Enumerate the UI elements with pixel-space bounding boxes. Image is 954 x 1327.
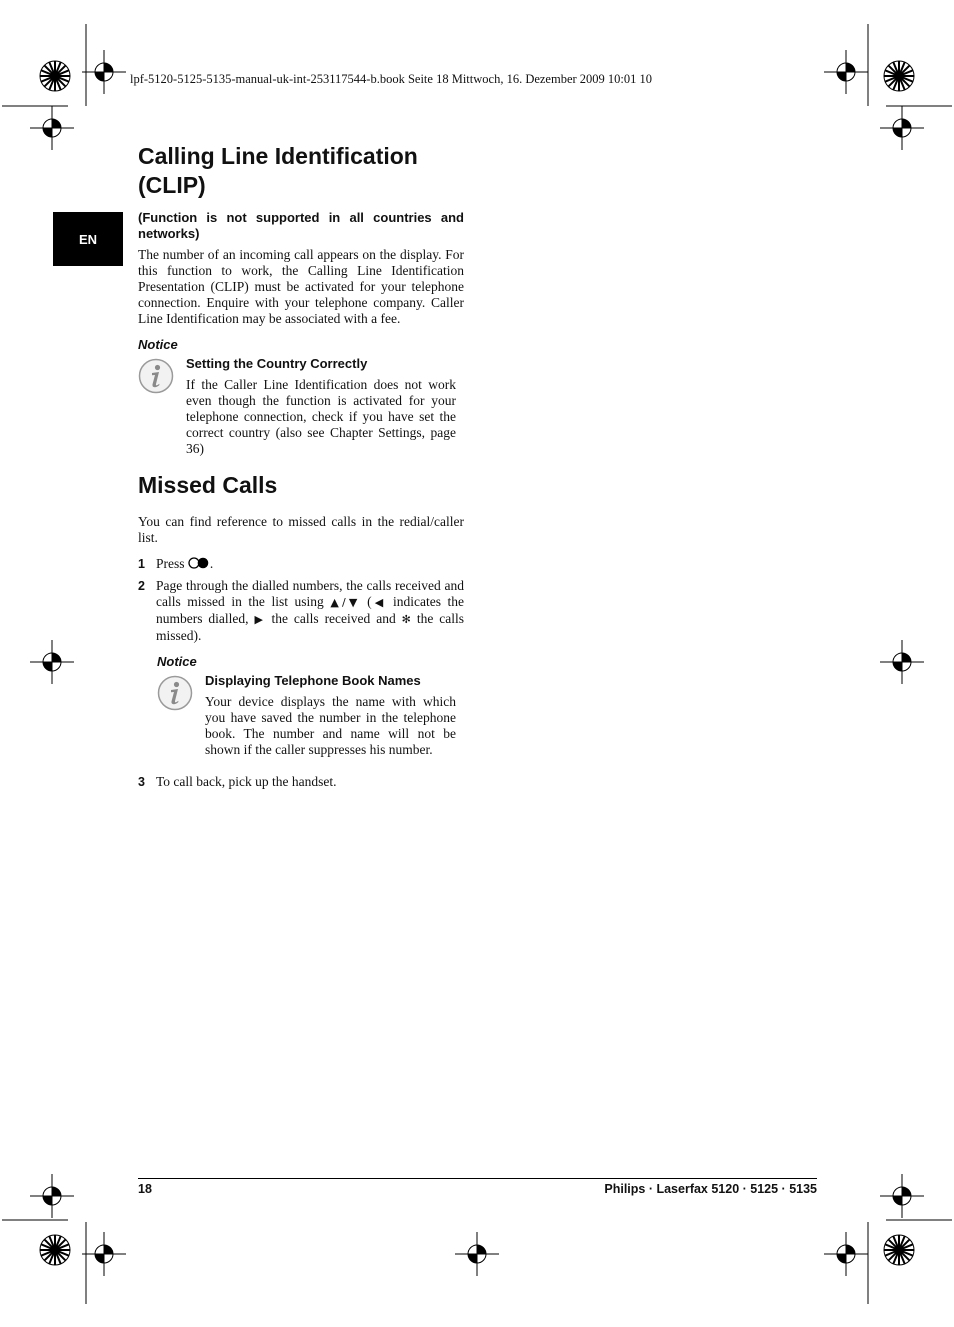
language-tab: EN <box>53 212 123 266</box>
star-icon: ✻ <box>401 613 411 626</box>
clip-description: The number of an incoming call appears on the display. For this function to work, the Calling Line Identification Presentation (CLIP) must be activated for your telephone connection. Enquire with your telephone company. Caller Line Identification may be associated with a fee. <box>138 247 464 326</box>
clip-availability-note: (Function is not supported in all countries and networks) <box>138 210 464 241</box>
info-icon <box>157 673 205 758</box>
notice-title: Setting the Country Correctly <box>186 356 368 371</box>
section-title-missed-calls: Missed Calls <box>138 472 278 498</box>
notice-label: Notice <box>157 654 197 669</box>
info-icon <box>138 356 186 457</box>
step-number: 3 <box>138 775 145 789</box>
footer-divider <box>138 1178 817 1179</box>
notice-body: If the Caller Line Identification does not work even though the function is activated for your telephone connection, check if you have set the correct country (also see Chapter Settings, page 36) <box>186 377 456 456</box>
left-arrow-icon: ◀ <box>371 596 387 609</box>
notice-label: Notice <box>138 337 178 352</box>
notice-title: Displaying Telephone Book Names <box>205 673 421 688</box>
file-header: lpf-5120-5125-5135-manual-uk-int-253117544-b.book Seite 18 Mittwoch, 16. Dezember 2009 10:01 10 <box>130 72 653 86</box>
missed-calls-intro: You can find reference to missed calls in the redial/caller list. <box>138 514 464 545</box>
up-down-arrow-icon: ▲/▼ <box>330 596 361 609</box>
footer-product-title: Philips · Laserfax 5120 · 5125 · 5135 <box>604 1182 817 1196</box>
right-arrow-icon: ▶ <box>254 613 266 626</box>
step-3: 3 To call back, pick up the handset. <box>138 774 337 789</box>
notice-body: Your device displays the name with which you have saved the number in the telephone book. The number and name will not be shown if the caller suppresses his number. <box>205 694 456 757</box>
notice-phonebook <box>157 654 464 758</box>
step-1: 1 Press . <box>138 556 214 571</box>
step-number: 2 <box>138 579 145 593</box>
step-2: 2 Page through the dialled numbers, the calls received and calls missed in the list using ▲/▼ (◀ indicates the numbers dialled, ▶ the calls received and ✻ the calls missed). <box>138 578 464 643</box>
redial-key-icon <box>188 556 210 571</box>
main-content <box>138 142 464 796</box>
notice-country <box>138 356 464 457</box>
step-number: 1 <box>138 557 145 571</box>
section-title-clip: Calling Line Identification (CLIP) <box>138 143 418 198</box>
page-number: 18 <box>138 1182 152 1196</box>
